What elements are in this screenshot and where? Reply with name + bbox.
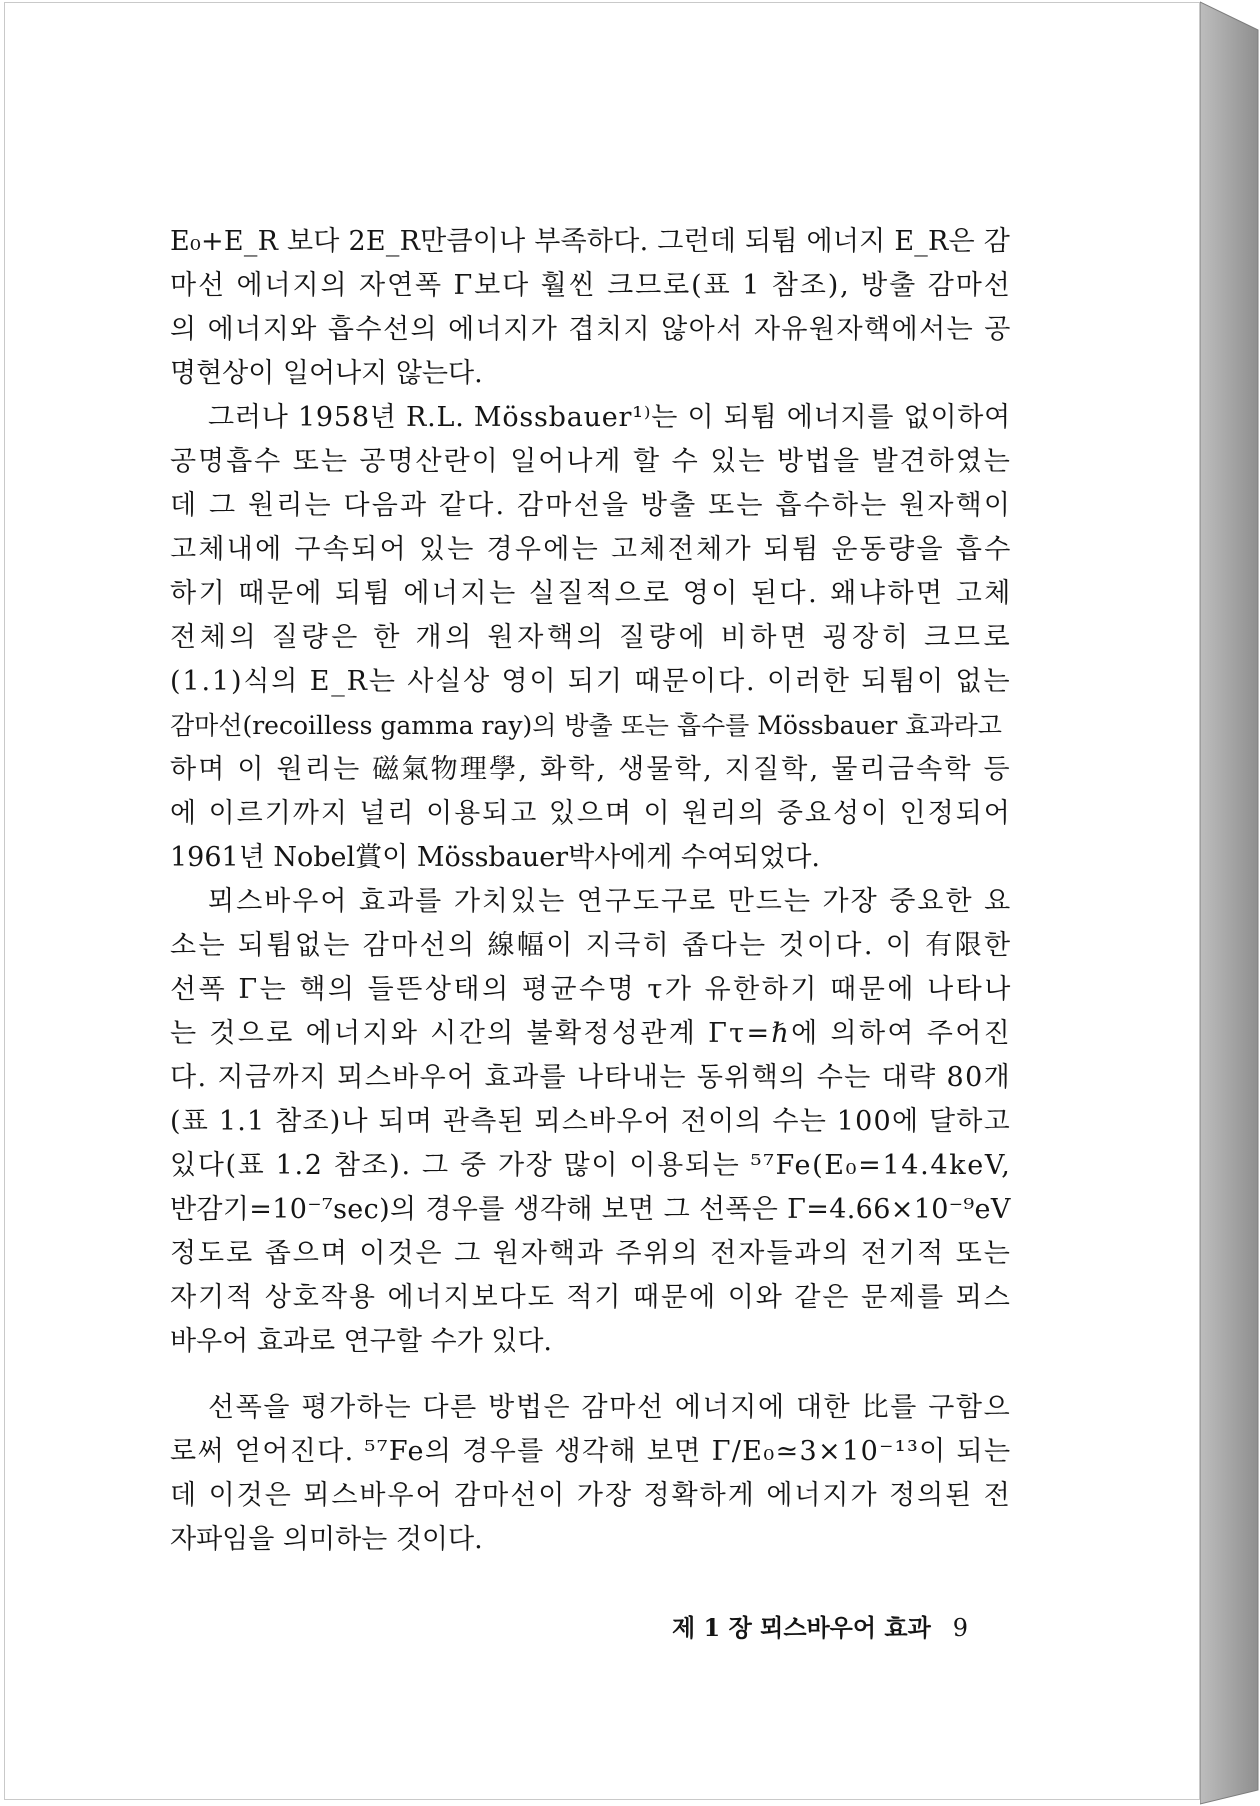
body-text: [170, 220, 1014, 1562]
text-line: (1.1)식의 E_R는 사실상 영이 되기 때문이다. 이러한 되튐이 없는: [170, 666, 1012, 697]
text-line: 마선 에너지의 자연폭 Γ보다 훨씬 크므로(표 1 참조), 방출 감마선: [170, 270, 1012, 301]
text-line: 자파임을 의미하는 것이다.: [170, 1524, 483, 1555]
text-line: 선폭 Γ는 핵의 들뜬상태의 평균수명 τ가 유한하기 때문에 나타나: [170, 974, 1013, 1005]
text-line: 에 이르기까지 널리 이용되고 있으며 이 원리의 중요성이 인정되어: [170, 798, 1012, 829]
text-line: E₀+E_R 보다 2E_R만큼이나 부족하다. 그런데 되튐 에너지 E_R은 감: [170, 226, 1011, 257]
text-line: 공명흡수 또는 공명산란이 일어나게 할 수 있는 방법을 발견하였는: [170, 446, 1012, 477]
text-line: 데 이것은 뫼스바우어 감마선이 가장 정확하게 에너지가 정의된 전: [170, 1480, 1012, 1511]
paragraph-gap: [170, 1364, 1010, 1386]
text-line: 자기적 상호작용 에너지보다도 적기 때문에 이와 같은 문제를 뫼스: [170, 1282, 1012, 1313]
paragraph-4: [170, 1386, 1010, 1562]
chapter-title: 제 1 장 뫼스바우어 효과: [672, 1613, 931, 1642]
text-line: 바우어 효과로 연구할 수가 있다.: [170, 1326, 552, 1357]
text-line: 다. 지금까지 뫼스바우어 효과를 나타내는 동위핵의 수는 대략 80개: [170, 1062, 1012, 1093]
text-line: 의 에너지와 흡수선의 에너지가 겹치지 않아서 자유원자핵에서는 공: [170, 314, 1012, 345]
text-line: 하기 때문에 되튐 에너지는 실질적으로 영이 된다. 왜냐하면 고체: [170, 578, 1013, 609]
text-line: 고체내에 구속되어 있는 경우에는 고체전체가 되튐 운동량을 흡수: [170, 534, 1013, 565]
text-line: 있다(표 1.2 참조). 그 중 가장 많이 이용되는 ⁵⁷Fe(E₀=14.4keV,: [170, 1150, 1012, 1181]
text-line: 1961년 Nobel賞이 Mössbauer박사에게 수여되었다.: [170, 842, 820, 873]
text-line: (표 1.1 참조)나 되며 관측된 뫼스바우어 전이의 수는 100에 달하고: [170, 1106, 1011, 1137]
text-line: 전체의 질량은 한 개의 원자핵의 질량에 비하면 굉장히 크므로: [170, 622, 1014, 653]
paragraph-1: [170, 220, 1010, 396]
text-line: 감마선(recoilless gamma ray)의 방출 또는 흡수를 Mössbauer 효과라고: [170, 711, 1002, 740]
text-line: 소는 되튐없는 감마선의 線幅이 지극히 좁다는 것이다. 이 有限한: [170, 930, 1013, 961]
text-line: 로써 얻어진다. ⁵⁷Fe의 경우를 생각해 보면 Γ/E₀≃3×10⁻¹³이 되는: [170, 1436, 1012, 1467]
text-line: 정도로 좁으며 이것은 그 원자핵과 주위의 전자들과의 전기적 또는: [170, 1238, 1012, 1269]
running-footer: [672, 1608, 968, 1643]
text-line: 하며 이 원리는 磁氣物理學, 화학, 생물학, 지질학, 물리금속학 등: [170, 754, 1012, 785]
text-line: 그러나 1958년 R.L. Mössbauer¹⁾는 이 되튐 에너지를 없이하여: [208, 402, 1012, 433]
text-line: 명현상이 일어나지 않는다.: [170, 358, 483, 389]
text-line: 뫼스바우어 효과를 가치있는 연구도구로 만드는 가장 중요한 요: [208, 886, 1013, 917]
text-line: 선폭을 평가하는 다른 방법은 감마선 에너지에 대한 比를 구함으: [208, 1392, 1012, 1423]
paragraph-2: [170, 396, 1014, 880]
text-line: 데 그 원리는 다음과 같다. 감마선을 방출 또는 흡수하는 원자핵이: [170, 490, 1013, 521]
page-number: 9: [952, 1614, 969, 1642]
paragraph-3: [170, 880, 1013, 1364]
text-line: 는 것으로 에너지와 시간의 불확정성관계 Γτ=ℏ에 의하여 주어진: [170, 1018, 1013, 1049]
page-stack-edge-shape: [1200, 0, 1260, 1806]
page-stack-edge: [1200, 0, 1260, 1806]
text-line: 반감기=10⁻⁷sec)의 경우를 생각해 보면 그 선폭은 Γ=4.66×10⁻⁹eV: [170, 1194, 1011, 1225]
